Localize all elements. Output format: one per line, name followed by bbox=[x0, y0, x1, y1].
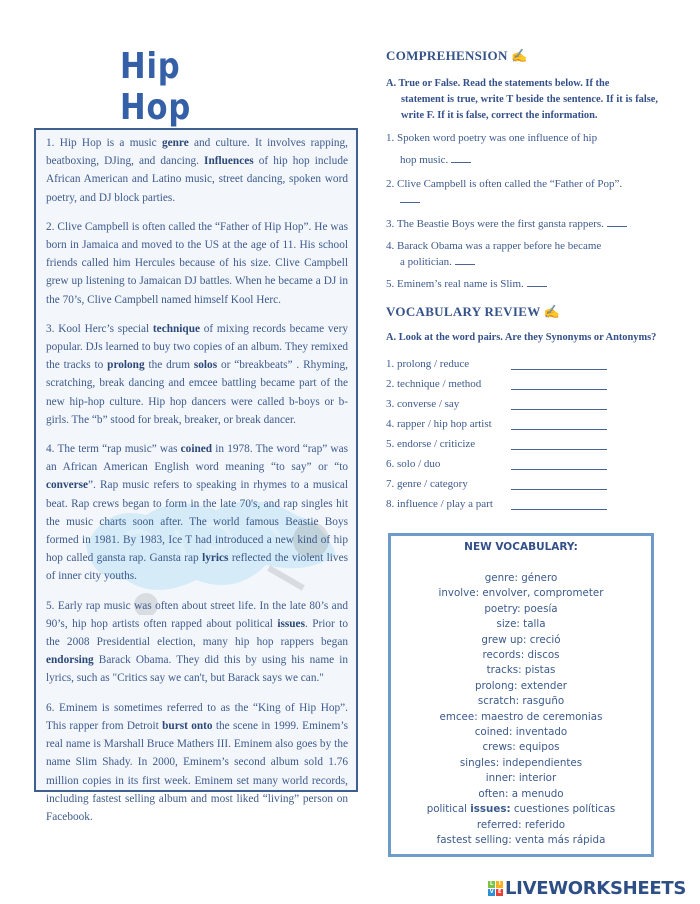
key-vocabulary-word: technique bbox=[152, 322, 200, 335]
vocab-entry: often: a menudo bbox=[478, 787, 564, 800]
answer-line[interactable] bbox=[511, 417, 607, 430]
answer-blank[interactable] bbox=[455, 254, 475, 265]
new-vocabulary-box bbox=[388, 533, 654, 857]
word-pair-row: 2. technique / method bbox=[386, 370, 658, 390]
reading-paragraph-1: 1. Hip Hop is a music genre and culture. It involves rapping, beatboxing, DJing, and dancing. Influences of hip hop include African American and Latino music, street dancing, spoken word poetry, and DJ block parties. bbox=[46, 137, 348, 204]
vocab-entry: coined: inventado bbox=[474, 726, 568, 739]
vocab-entry: grew up: creció bbox=[481, 633, 561, 646]
key-vocabulary-word: lyrics bbox=[202, 552, 229, 565]
vocab-entry: emcee: maestro de ceremonias bbox=[439, 710, 603, 723]
reading-paragraph-5: 5. Early rap music was often about street life. In the late 80’s and 90’s, hip hop artists often rapped about political issues. Prior to the 2008 Presidential election, many hip hop rappers began endorsing Barack Obama. They did this by using his name in lyrics, such as "Critics say we can't, but Barack says we can." bbox=[46, 599, 348, 685]
key-vocabulary-word: converse bbox=[46, 479, 89, 492]
answer-blank[interactable] bbox=[400, 192, 420, 203]
tf-question-2: 2. Clive Campbell is often called the “Father of Pop”. bbox=[386, 176, 658, 208]
word-pair-row: 3. converse / say bbox=[386, 390, 658, 410]
page-title: Hip Hop bbox=[120, 46, 192, 128]
writing-hand-icon: ✍ bbox=[511, 48, 528, 63]
word-pair-row: 5. endorse / criticize bbox=[386, 430, 658, 450]
word-pair-row: 8. influence / play a part bbox=[386, 490, 658, 510]
answer-line[interactable] bbox=[511, 497, 607, 510]
key-vocabulary-word: coined bbox=[180, 443, 213, 456]
key-vocabulary-word: endorsing bbox=[46, 654, 94, 667]
vocab-entry: political issues: cuestiones políticas bbox=[426, 803, 616, 816]
vocab-entry: singles: independientes bbox=[459, 756, 583, 769]
vocab-entry: genre: género bbox=[484, 572, 558, 584]
vocab-entry: fastest selling: venta más rápida bbox=[436, 833, 606, 846]
key-vocabulary-word: burst onto bbox=[162, 719, 213, 732]
vocab-entry: involve: envolver, comprometer bbox=[438, 587, 604, 600]
answer-line[interactable] bbox=[511, 397, 607, 410]
tf-question-1: 1. Spoken word poetry was one influence of hip hop music. bbox=[386, 132, 598, 166]
reading-paragraph-6: 6. Eminem is sometimes referred to as the “King of Hip Hop”. This rapper from Detroit burst onto the scene in 1999. Eminem’s real name is Marshall Bruce Mathers III. Eminem also goes by the name Slim Shady. In 2000, Eminem’s second album sold 1.76 million copies in its first week. Eminem set many world records, including fastest selling album and most liked “living” person on Facebook. bbox=[46, 701, 348, 823]
reading-passage-box bbox=[34, 128, 358, 823]
liveworksheets-logo: L I V E LIVEWORKSHEETS bbox=[489, 878, 687, 899]
key-vocabulary-word: prolong bbox=[107, 359, 145, 372]
new-vocabulary-title: NEW VOCABULARY: bbox=[464, 541, 578, 553]
true-false-list bbox=[386, 130, 658, 292]
vocab-entry: crews: equipos bbox=[482, 741, 560, 754]
answer-blank[interactable] bbox=[451, 152, 471, 163]
answer-line[interactable] bbox=[511, 377, 607, 390]
answer-blank[interactable] bbox=[607, 216, 627, 227]
word-pairs-list bbox=[386, 350, 658, 510]
tf-question-4: 4. Barack Obama was a rapper before he became a politician. bbox=[386, 240, 602, 268]
answer-blank[interactable] bbox=[527, 276, 547, 287]
reading-paragraph-2: 2. Clive Campbell is often called the “Father of Hip Hop”. He was born in Jamaica and moved to the US at the age of 11. His school friends called him Hercules because of his size. Clive Campbell grew up listening to Jamaican DJ battles. When he became a DJ in the 70’s, Clive Campbell named himself Kool Herc. bbox=[46, 220, 348, 306]
answer-line[interactable] bbox=[511, 477, 607, 490]
logo-icon: L I V E bbox=[489, 881, 502, 895]
vocab-entry: scratch: rasguño bbox=[477, 695, 565, 708]
vocab-review-instructions: A. Look at the word pairs. Are they Synonyms or Antonyms? bbox=[386, 332, 657, 343]
word-pair-row: 1. prolong / reduce bbox=[386, 350, 658, 370]
reading-paragraph-3: 3. Kool Herc’s special technique of mixing records became very popular. DJs learned to buy two copies of an album. They remixed the tracks to prolong the drum solos or “breakbeats” . Rhyming, scratching, break dancing and emcee battling became part of the new hip-hop culture. Hip hop dancers were called b-boys or b-girls. The “b” stood for break, breaker, or break dancer. bbox=[46, 322, 348, 426]
comprehension-heading: COMPREHENSION ✍ bbox=[386, 48, 528, 63]
key-vocabulary-word: solos bbox=[193, 359, 218, 372]
comprehension-instructions: A. True or False. Read the statements below. If the statement is true, write T beside the sentence. If it is false, write F. If it is false, correct the information. bbox=[386, 78, 658, 121]
vocab-entry: prolong: extender bbox=[474, 679, 568, 692]
vocab-entry: referred: referido bbox=[476, 818, 566, 831]
key-vocabulary-word: Influences bbox=[204, 155, 254, 168]
vocab-entry: poetry: poesía bbox=[484, 602, 558, 615]
exercises-column bbox=[386, 48, 658, 510]
tf-question-3: 3. The Beastie Boys were the first gansta rappers. bbox=[386, 216, 658, 232]
key-vocabulary-word: genre bbox=[161, 137, 189, 149]
key-vocabulary-word: issues bbox=[277, 617, 305, 630]
vocab-entry: inner: interior bbox=[485, 772, 557, 785]
word-pair-row: 4. rapper / hip hop artist bbox=[386, 410, 658, 430]
vocab-entry: size: talla bbox=[496, 618, 546, 631]
reading-paragraph-4: 4. The term “rap music” was coined in 1978. The word “rap” was an African American English word meaning “to say” or “to converse”. Rap music refers to speaking in rhymes to a musical beat. Rap crews began to form in the late 70's, and rap singles hit the music charts soon after. The world famous Beastie Boys formed in 1981. By 1983, Ice T had introduced a new kind of hip hop called gansta rap. Gansta rap lyrics reflected the violent lives of inner city youths. bbox=[46, 443, 348, 583]
new-vocabulary-list bbox=[391, 571, 651, 848]
answer-line[interactable] bbox=[511, 457, 607, 470]
vocab-entry: tracks: pistas bbox=[486, 664, 556, 677]
answer-line[interactable] bbox=[511, 437, 607, 450]
vocabulary-review-heading: VOCABULARY REVIEW ✍ bbox=[386, 304, 561, 319]
word-pair-row: 6. solo / duo bbox=[386, 450, 658, 470]
word-pair-row: 7. genre / category bbox=[386, 470, 658, 490]
answer-line[interactable] bbox=[511, 357, 607, 370]
vocab-entry: records: discos bbox=[482, 649, 560, 662]
writing-hand-icon: ✍ bbox=[543, 304, 561, 319]
tf-question-5: 5. Eminem’s real name is Slim. bbox=[386, 276, 658, 292]
